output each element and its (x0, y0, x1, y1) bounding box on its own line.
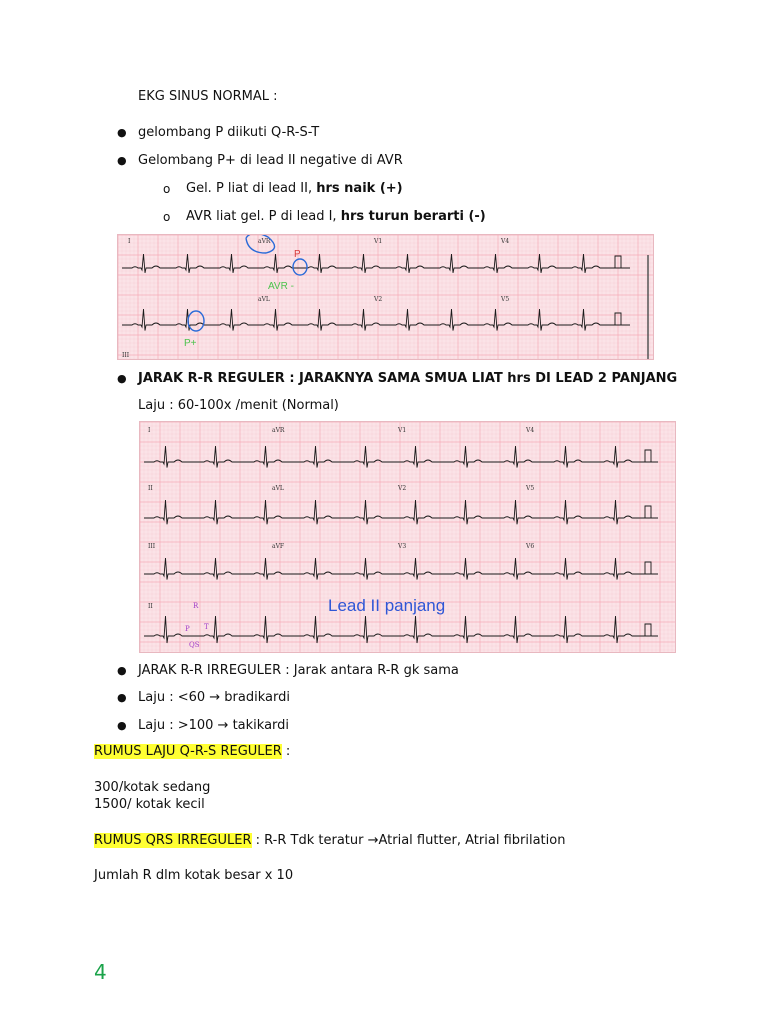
ecg-strip-1-image (118, 235, 653, 359)
wave-label-qs: QS (189, 641, 200, 649)
bullet-icon: ● (117, 372, 127, 385)
lead-label: aVR (272, 427, 285, 434)
lead-label: I (128, 238, 131, 245)
bullet-text-1: gelombang P diikuti Q-R-S-T (138, 125, 320, 140)
lead-label: aVL (272, 485, 284, 492)
wave-label-r: R (193, 602, 199, 610)
bullet-icon: ● (117, 664, 127, 677)
lead-label: V1 (374, 238, 383, 245)
bullet-icon: ● (117, 126, 127, 139)
rumus-laju-line (94, 744, 290, 760)
sub-bullet-1-bold: hrs naik (+) (316, 181, 403, 196)
sub-bullet-2 (186, 209, 486, 225)
kotak-sedang: 300/kotak sedang (94, 780, 211, 795)
bullet-takikardi: Laju : >100 → takikardi (138, 718, 290, 733)
rumus-laju-highlight: RUMUS LAJU Q-R-S REGULER (94, 744, 282, 759)
lead-label: V4 (501, 238, 510, 245)
sub-bullet-1 (186, 181, 403, 197)
lead-label: I (148, 427, 151, 434)
lead-label: V4 (526, 427, 535, 434)
jarak-rr-bullet: JARAK R-R REGULER : JARAKNYA SAMA SMUA LIAT hrs DI LEAD 2 PANJANG (138, 371, 678, 386)
bullet-icon: ● (117, 154, 127, 167)
p-annotation-label: P (294, 249, 301, 260)
lead-label: V5 (501, 296, 510, 303)
lead-label: aVL (258, 296, 270, 303)
page-number: 4 (94, 960, 107, 984)
bullet-text-2: Gelombang P+ di lead II negative di AVR (138, 153, 403, 168)
lead-label: V3 (398, 543, 407, 550)
rumus-qrs-line (94, 833, 565, 849)
ecg-strip-1 (117, 234, 654, 360)
sub-bullet-1-text: Gel. P liat di lead II, (186, 181, 317, 196)
bullet-icon: ● (117, 719, 127, 732)
lead-label: aVR (258, 238, 271, 245)
page-heading: EKG SINUS NORMAL : (138, 89, 278, 104)
rumus-qrs-suffix: : R-R Tdk teratur →Atrial flutter, Atrial fibrilation (251, 833, 566, 848)
ecg-strip-2 (139, 421, 676, 653)
lead-ii-panjang-label: Lead II panjang (328, 596, 446, 615)
lead-label: V2 (374, 296, 383, 303)
lead-label: V1 (398, 427, 407, 434)
jumlah-r: Jumlah R dlm kotak besar x 10 (94, 868, 294, 883)
rumus-laju-suffix: : (281, 744, 291, 759)
lead-label: V5 (526, 485, 535, 492)
lead-label: III (148, 543, 156, 550)
avr-minus-label: AVR - (268, 281, 294, 292)
ecg-strip-2-image (140, 422, 675, 652)
bullet-icon: ● (117, 691, 127, 704)
kotak-kecil: 1500/ kotak kecil (94, 797, 205, 812)
p-plus-label: P+ (184, 338, 197, 349)
bullet-irreguler: JARAK R-R IRREGULER : Jarak antara R-R gk sama (138, 663, 459, 678)
lead-label: II (148, 603, 153, 610)
rumus-qrs-highlight: RUMUS QRS IRREGULER (94, 833, 252, 848)
lead-label: III (122, 352, 130, 359)
lead-label: V6 (526, 543, 535, 550)
lead-label: V2 (398, 485, 407, 492)
laju-normal: Laju : 60-100x /menit (Normal) (138, 398, 339, 413)
bullet-bradikardi: Laju : <60 → bradikardi (138, 690, 290, 705)
lead-label: aVF (272, 543, 285, 550)
sub-bullet-icon: o (163, 210, 171, 224)
sub-bullet-icon: o (163, 182, 171, 196)
wave-label-p: P (185, 625, 190, 633)
sub-bullet-2-bold: hrs turun berarti (-) (340, 209, 486, 224)
lead-label: II (148, 485, 153, 492)
sub-bullet-2-text: AVR liat gel. P di lead I, (186, 209, 341, 224)
wave-label-t: T (204, 623, 209, 631)
